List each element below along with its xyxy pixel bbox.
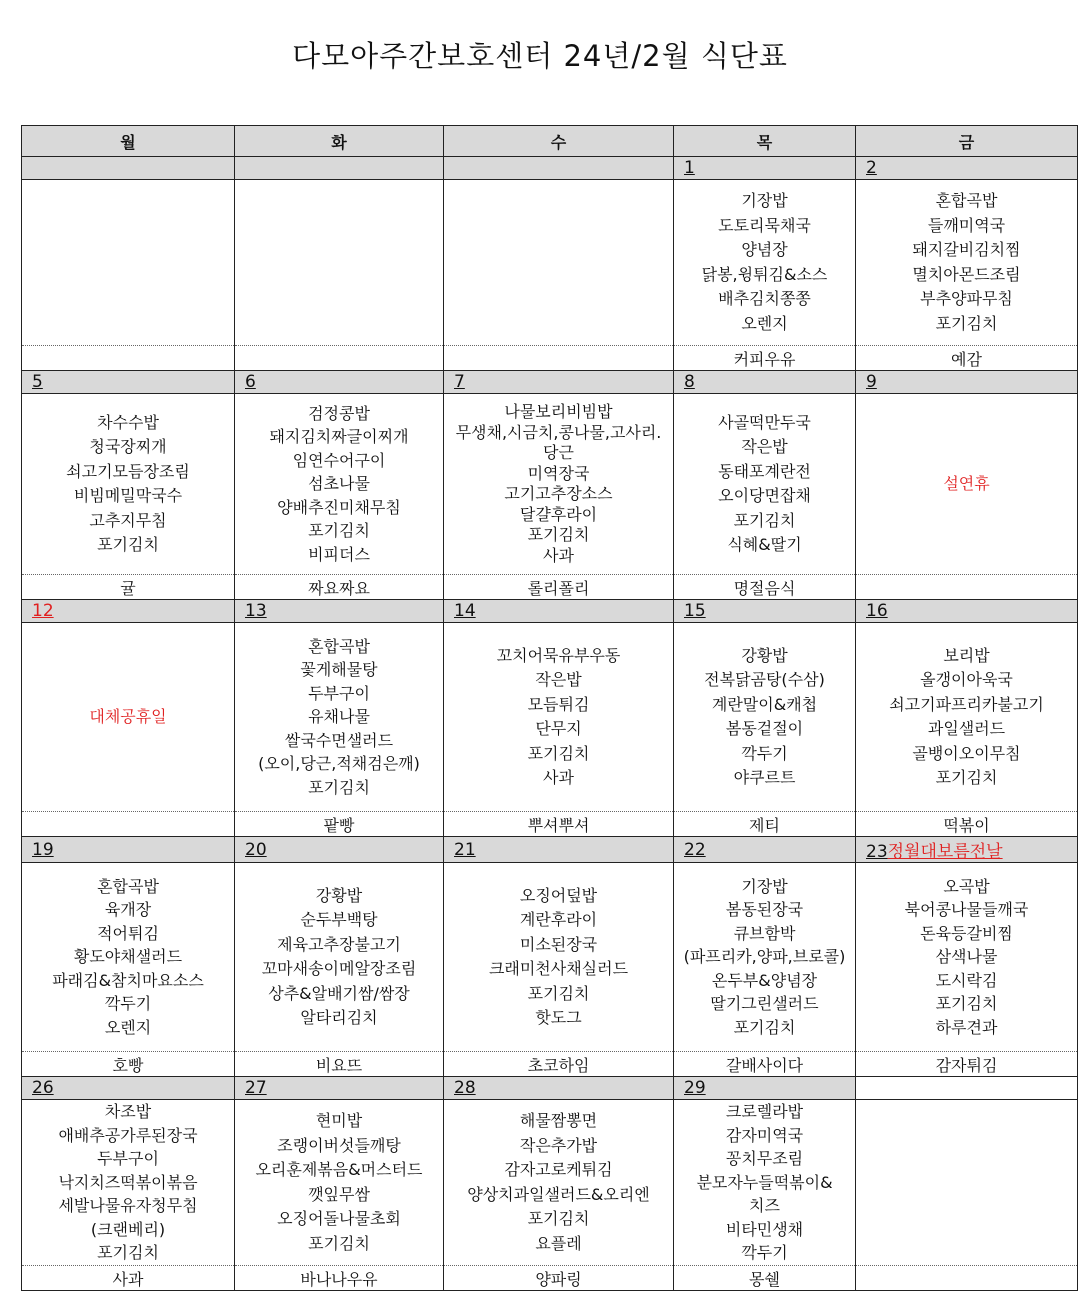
menu-item: 쇠고기모듬장조림 [66,461,190,481]
date-cell [856,600,1078,623]
date-cell [444,837,674,863]
date-number: 26 [32,1078,54,1098]
weekday-mon: 월 [22,126,235,157]
menu-item: 봄동된장국 [725,900,804,920]
menu-item: 포기김치 [527,743,590,763]
menu-item: 양배추진미채무침 [277,497,401,517]
menu-cell [856,1100,1078,1266]
weekday-fri: 금 [856,126,1078,157]
menu-item: 황도야채샐러드 [73,947,183,967]
date-cell [22,1077,235,1100]
snack-cell: 갈배사이다 [674,1052,856,1077]
snack-cell: 귤 [22,575,235,600]
snack-cell: 떡볶이 [856,812,1078,837]
menu-item: 당근 [543,443,574,462]
menu-cell [235,623,444,812]
menu-item: 큐브함박 [733,923,796,943]
date-number: 2 [866,158,877,178]
date-note: 정월대보름전날 [887,842,1003,862]
menu-item: 나물보리비빔밥 [504,402,613,421]
menu-item: 육개장 [104,900,152,920]
menu-item: 검정콩밥 [308,403,370,423]
date-number: 27 [245,1078,267,1098]
menu-item: 감자미역국 [725,1125,804,1145]
menu-item: (크랜베리) [90,1219,166,1239]
menu-item: 오징어덮밥 [519,885,598,905]
date-cell [444,600,674,623]
date-row [22,371,1078,394]
menu-cell [856,863,1078,1052]
weekday-thu: 목 [674,126,856,157]
menu-item: 조랭이버섯들깨탕 [277,1135,401,1155]
menu-item: 양상치과일샐러드&오리엔 [467,1184,650,1204]
menu-cell [444,1100,674,1266]
date-cell [674,600,856,623]
snack-cell [444,346,674,371]
snack-cell [22,812,235,837]
menu-item: 모듬튀김 [527,694,590,714]
menu-item: 포기김치 [527,525,590,544]
date-row [22,600,1078,623]
snack-cell [22,346,235,371]
menu-item: 깍두기 [741,1243,788,1263]
meal-table [21,125,1078,1291]
date-cell [444,371,674,394]
menu-item: 비타민생채 [725,1219,804,1239]
menu-item: 포기김치 [308,521,370,541]
menu-item: 오이당면잡채 [718,486,811,505]
snack-row [22,1266,1078,1291]
menu-item: 깍두기 [104,994,152,1014]
menu-item: 기장밥 [741,876,788,896]
menu-row [22,1100,1078,1266]
menu-item: 미소된장국 [519,934,598,954]
menu-cell [235,1100,444,1266]
date-cell [235,600,444,623]
date-number: 9 [866,372,877,392]
menu-cell [674,394,856,575]
menu-item: 차수수밥 [97,412,159,432]
menu-item: 돼지김치짜글이찌개 [269,427,409,447]
menu-item: 포기김치 [935,994,998,1014]
menu-item: (파프리카,양파,브로콜) [683,947,846,967]
menu-cell [22,863,235,1052]
snack-cell [856,1266,1078,1291]
date-cell [856,837,1078,863]
menu-item: 오렌지 [104,1017,152,1037]
menu-item: 작은추가밥 [519,1135,598,1155]
snack-cell: 뿌셔뿌셔 [444,812,674,837]
menu-item: 감자고로케튀김 [504,1160,613,1179]
date-cell [856,1077,1078,1100]
date-number: 21 [454,839,476,860]
date-row [22,157,1078,180]
menu-item: 순두부백탕 [300,910,378,929]
menu-item: 포기김치 [733,510,796,530]
menu-item: 단무지 [535,719,582,738]
date-cell [22,157,235,180]
menu-item: 골뱅이오이무침 [912,743,1021,763]
menu-item: 들깨미역국 [927,215,1006,235]
menu-item: (오이,당근,적채검은깨) [258,754,420,774]
menu-cell [235,863,444,1052]
menu-item: 깍두기 [741,743,788,763]
holiday-label: 대체공휴일 [89,706,167,726]
menu-cell [235,180,444,346]
snack-cell: 제티 [674,812,856,837]
menu-item: 봄동겉절이 [725,719,804,738]
menu-item: 계란말이&캐첩 [711,694,818,714]
menu-cell [674,180,856,346]
menu-item: 비빔메밀막국수 [73,486,183,505]
menu-item: 계란후라이 [519,910,598,929]
date-number: 1 [684,158,695,178]
date-cell [444,157,674,180]
menu-row [22,394,1078,575]
snack-cell: 짜요짜요 [235,575,444,600]
menu-item: 삼색나물 [935,947,998,967]
menu-item: 고추지무침 [89,510,167,530]
menu-item: 꽁치무조림 [725,1149,804,1169]
menu-row [22,180,1078,346]
menu-item: 섬초나물 [308,474,370,494]
menu-item: 쌀국수면샐러드 [284,730,394,750]
menu-item: 유채나물 [308,707,370,727]
menu-item: 오리훈제볶음&머스터드 [255,1160,423,1179]
date-cell [674,837,856,863]
snack-cell: 명절음식 [674,575,856,600]
menu-item: 꽃게해물탕 [300,660,378,680]
date-number: 16 [866,601,888,621]
date-cell [856,371,1078,394]
menu-item: 파래김&참치마요소스 [52,970,204,990]
date-number: 20 [245,839,267,860]
menu-item: 포기김치 [527,1209,590,1228]
menu-cell [444,863,674,1052]
date-number: 7 [454,372,465,392]
menu-item: 혼합곡밥 [97,876,159,896]
menu-item: 핫도그 [535,1008,582,1027]
date-cell [235,157,444,180]
menu-item: 강황밥 [315,885,363,905]
date-number: 13 [245,601,267,621]
menu-cell [856,180,1078,346]
menu-item: 혼합곡밥 [935,191,998,210]
menu-cell [22,180,235,346]
menu-cell [856,623,1078,812]
snack-cell: 비요뜨 [235,1052,444,1077]
date-cell [22,837,235,863]
date-cell [22,600,235,623]
snack-cell: 몽쉘 [674,1266,856,1291]
menu-item: 적어튀김 [97,923,159,943]
date-cell [235,371,444,394]
date-cell [856,157,1078,180]
snack-cell: 롤리폴리 [444,575,674,600]
snack-cell [856,575,1078,600]
menu-item: 사골떡만두국 [718,412,811,432]
snack-row [22,812,1078,837]
menu-item: 깻잎무쌈 [308,1184,370,1204]
menu-row [22,863,1078,1052]
weekday-tue: 화 [235,126,444,157]
menu-item: 북어콩나물들깨국 [904,900,1029,920]
menu-item: 미역장국 [527,463,590,483]
menu-item: 요플레 [535,1233,582,1253]
menu-item: 식혜&딸기 [727,535,802,554]
menu-item: 포기김치 [527,983,590,1003]
snack-cell: 커피우유 [674,346,856,371]
menu-cell [444,394,674,575]
menu-item: 동태포계란전 [718,461,811,481]
menu-item: 딸기그린샐러드 [710,994,819,1014]
date-number: 29 [684,1078,706,1098]
menu-item: 꼬마새송이메알장조림 [261,959,417,978]
date-number: 19 [32,839,54,860]
menu-item: 치즈 [749,1196,780,1216]
snack-cell: 바나나우유 [235,1266,444,1291]
menu-item: 사과 [543,768,574,787]
menu-item: 닭봉,윙튀김&소스 [701,264,828,284]
menu-item: 포기김치 [308,1233,370,1253]
date-row [22,837,1078,863]
menu-cell [444,180,674,346]
date-cell [674,371,856,394]
menu-item: 작은밥 [535,670,582,689]
date-row [22,1077,1078,1100]
snack-cell: 양파링 [444,1266,674,1291]
menu-cell [674,1100,856,1266]
menu-item: 양념장 [741,240,788,259]
date-cell [444,1077,674,1100]
date-number: 23 [866,842,888,862]
menu-cell [22,394,235,575]
menu-item: 오징어돌나물초회 [277,1209,401,1228]
menu-item: 오렌지 [741,313,788,333]
menu-item: 하루견과 [935,1017,998,1037]
snack-cell: 호빵 [22,1052,235,1077]
date-number: 15 [684,601,706,621]
date-number: 28 [454,1078,476,1098]
menu-item: 두부구이 [308,683,370,703]
menu-item: 차조밥 [104,1102,152,1122]
menu-item: 오곡밥 [943,876,990,896]
snack-cell: 사과 [22,1266,235,1291]
menu-cell [674,863,856,1052]
menu-item: 크래미천사채실러드 [488,959,629,978]
menu-item: 알타리김치 [300,1008,378,1027]
menu-item: 야쿠르트 [733,768,796,787]
menu-item: 비피더스 [308,544,370,564]
snack-cell: 팥빵 [235,812,444,837]
menu-item: 기장밥 [741,191,788,210]
menu-item: 크로렐라밥 [725,1102,804,1122]
menu-item: 꼬치어묵유부우동 [496,645,621,665]
menu-item: 보리밥 [943,645,990,665]
menu-item: 작은밥 [741,437,788,456]
menu-item: 전복닭곰탕(수삼) [704,670,825,689]
menu-item: 포기김치 [733,1017,796,1037]
menu-item: 낙지치즈떡볶이볶음 [58,1172,198,1192]
menu-item: 도토리묵채국 [718,215,811,235]
menu-item: 세발나물유자청무침 [58,1196,198,1216]
menu-item: 제육고추장불고기 [277,934,401,954]
menu-item: 고기고추장소스 [504,484,613,503]
menu-item: 상추&알배기쌈/쌈장 [268,983,410,1003]
menu-item: 포기김치 [935,313,998,333]
menu-item: 포기김치 [97,535,159,554]
menu-item: 현미밥 [315,1111,363,1130]
date-cell [674,1077,856,1100]
menu-item: 분모자누들떡볶이& [696,1172,833,1192]
menu-row [22,623,1078,812]
snack-row [22,1052,1078,1077]
snack-cell [235,346,444,371]
date-cell [235,837,444,863]
page-title: 다모아주간보호센터 24년/2월 식단표 [292,39,788,73]
menu-cell [235,394,444,575]
menu-cell [22,1100,235,1266]
menu-item: 쇠고기파프리카불고기 [889,694,1044,714]
menu-cell [856,394,1078,575]
date-number: 5 [32,372,43,392]
menu-item: 돈육등갈비찜 [920,923,1013,943]
menu-item: 부추양파무침 [920,289,1013,308]
menu-item: 도시락김 [935,970,998,990]
menu-cell [22,623,235,812]
snack-cell: 감자튀김 [856,1052,1078,1077]
menu-item: 멸치아몬드조림 [912,264,1021,284]
menu-cell [674,623,856,812]
menu-item: 해물짬뽕면 [519,1111,598,1130]
holiday-label: 설연휴 [943,473,990,493]
menu-item: 올갱이아욱국 [920,670,1013,689]
menu-item: 온두부&양념장 [711,970,818,990]
snack-row [22,346,1078,371]
date-number: 8 [684,372,695,392]
snack-row [22,575,1078,600]
date-cell [674,157,856,180]
date-number: 6 [245,372,256,392]
menu-item: 포기김치 [935,768,998,787]
date-number: 22 [684,839,706,860]
menu-item: 과일샐러드 [927,719,1006,738]
date-cell [22,371,235,394]
menu-item: 청국장찌개 [89,437,167,456]
menu-item: 포기김치 [308,777,370,797]
weekday-header-row [22,126,1078,157]
menu-item: 사과 [543,545,574,565]
menu-item: 무생채,시금치,콩나물,고사리. [455,422,662,442]
weekday-wed: 수 [444,126,674,157]
menu-item: 배추김치쫑쫑 [718,289,811,308]
menu-item: 포기김치 [97,1243,159,1263]
menu-cell [444,623,674,812]
menu-item: 임연수어구이 [292,450,386,470]
menu-item: 혼합곡밥 [308,636,370,656]
menu-item: 두부구이 [97,1149,159,1169]
snack-cell: 초코하임 [444,1052,674,1077]
menu-item: 달걀후라이 [519,504,598,524]
menu-item: 애배추공가루된장국 [58,1125,198,1145]
date-cell [235,1077,444,1100]
date-number: 12 [32,601,54,621]
snack-cell: 예감 [856,346,1078,371]
menu-item: 강황밥 [741,645,788,665]
date-number: 14 [454,601,476,621]
menu-item: 돼지갈비김치찜 [912,240,1021,259]
